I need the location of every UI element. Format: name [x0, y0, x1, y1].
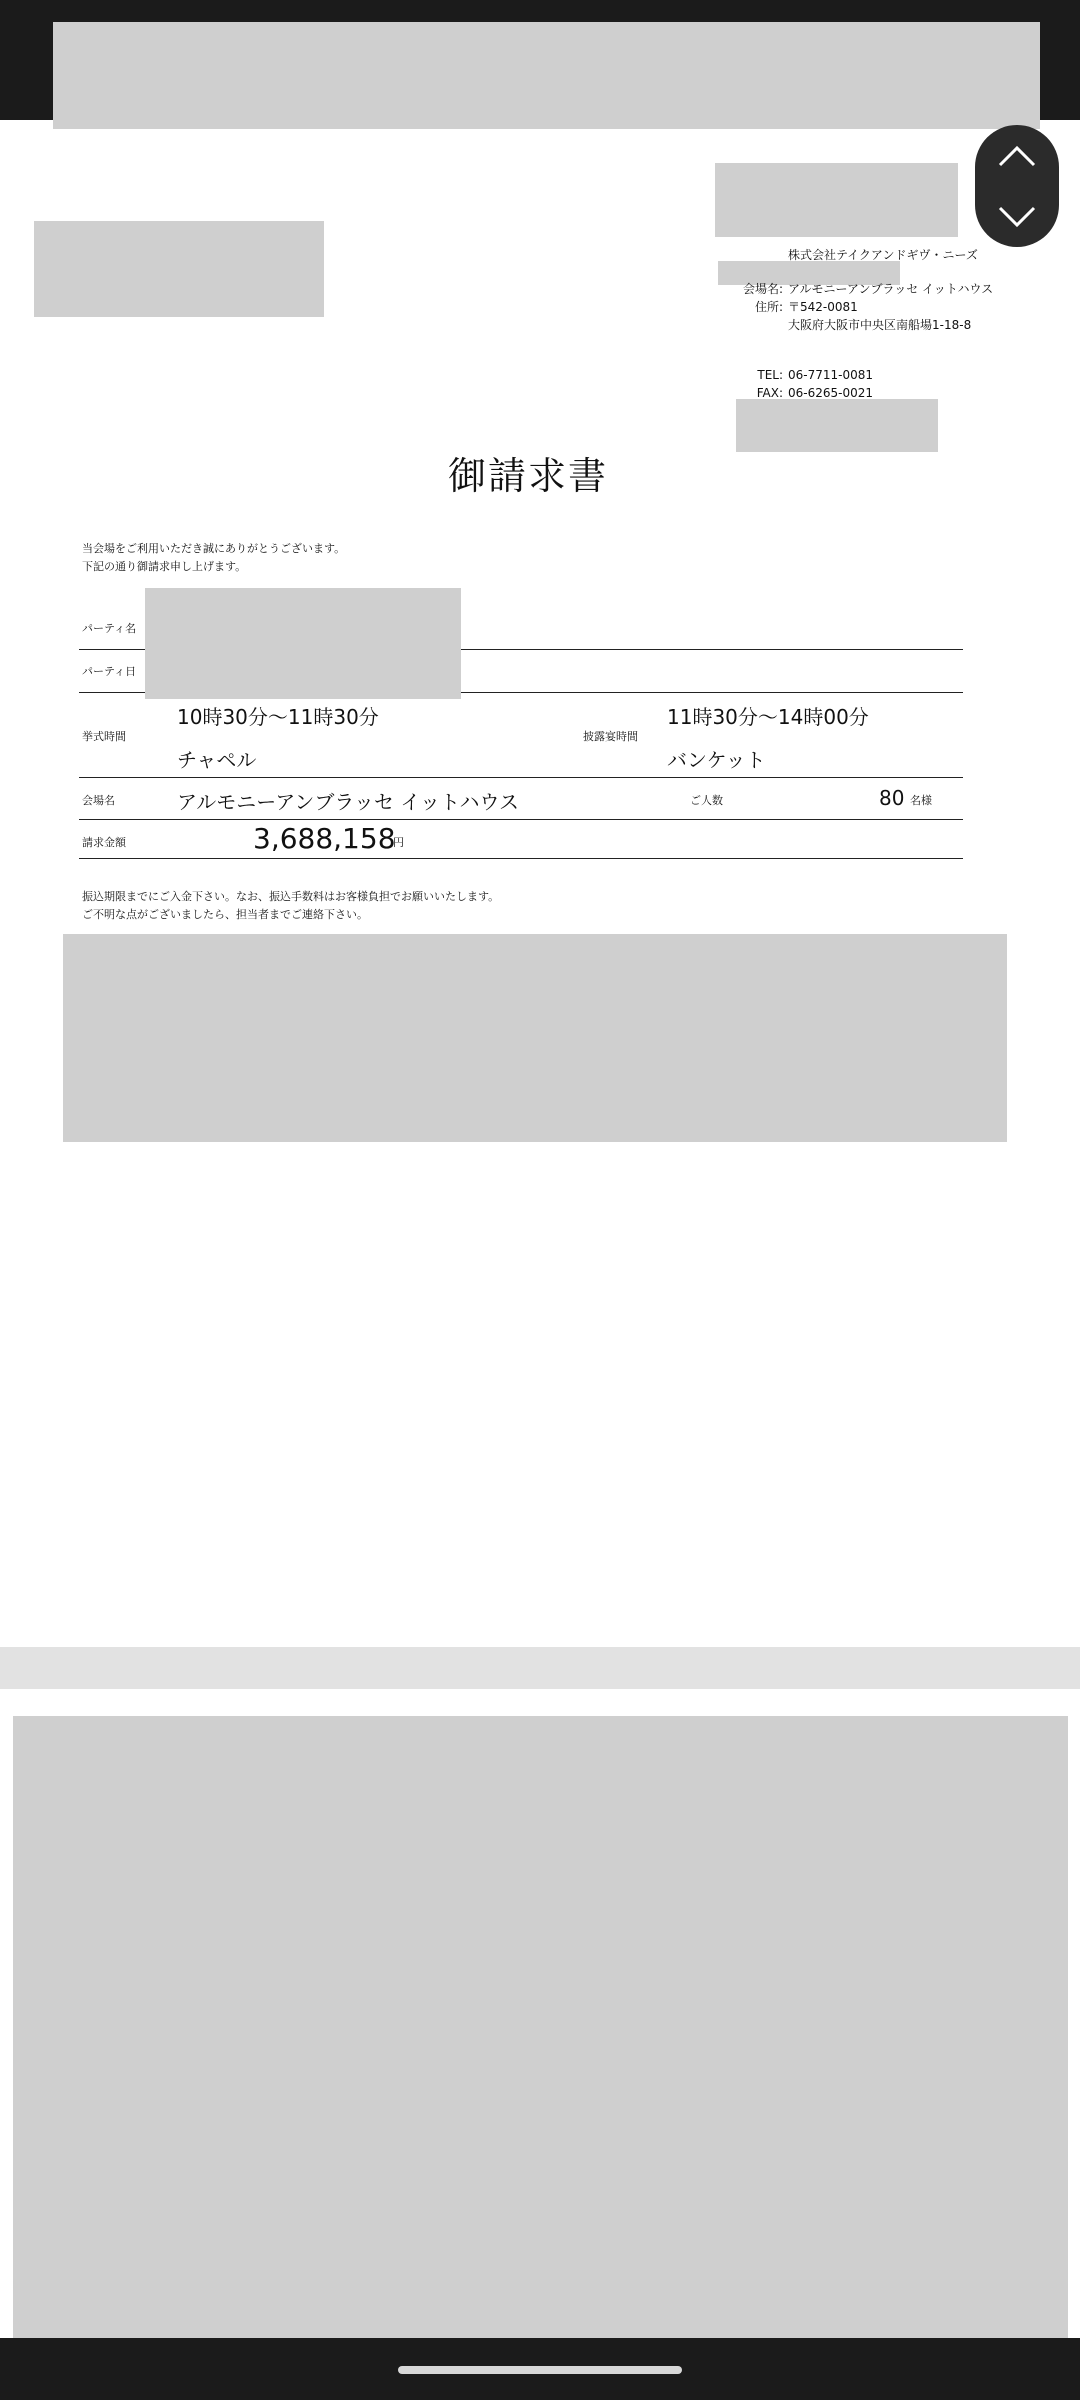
- invoice-amount: 3,688,158: [253, 822, 396, 855]
- venue-row-label: 会場名: [82, 794, 115, 807]
- note-line-2: ご不明な点がございましたら、担当者までご連絡下さい。: [82, 908, 368, 921]
- redacted-next-page: [13, 1716, 1068, 2366]
- payment-notes: [82, 888, 499, 924]
- page-navigator: [975, 125, 1059, 247]
- ceremony-time: 10時30分〜11時30分: [177, 705, 379, 729]
- party-date-label: パーティ日: [82, 665, 137, 678]
- reception-time: 11時30分〜14時00分: [667, 705, 869, 729]
- address: 大阪府大阪市中央区南船場1-18-8: [788, 318, 972, 332]
- redacted-party-details: [145, 588, 461, 699]
- redacted-logo: [715, 163, 958, 237]
- row-divider: [79, 777, 963, 778]
- guests-label: ご人数: [690, 794, 723, 807]
- tel-label: TEL:: [757, 368, 783, 382]
- guests-count: 80: [879, 786, 905, 810]
- greeting: [82, 540, 345, 576]
- row-divider: [79, 858, 963, 859]
- amount-label: 請求金額: [82, 836, 126, 849]
- greeting-line-2: 下記の通り御請求申し上げます。: [82, 560, 247, 573]
- reception-place: バンケット: [667, 748, 766, 772]
- venue-name: アルモニーアンブラッセ イットハウス: [177, 790, 519, 814]
- previous-page-button[interactable]: [975, 125, 1059, 186]
- redacted-header: [53, 22, 1040, 129]
- redacted-bank-details: [63, 934, 1007, 1142]
- amount-unit: 円: [393, 836, 404, 849]
- fax-label: FAX:: [756, 386, 783, 400]
- fax-number: 06-6265-0021: [788, 386, 874, 400]
- address-label: 住所:: [754, 300, 783, 314]
- home-indicator[interactable]: [398, 2366, 682, 2374]
- greeting-line-1: 当会場をご利用いただき誠にありがとうございます。: [82, 542, 346, 555]
- redacted-recipient: [34, 221, 324, 317]
- tel-number: 06-7711-0081: [788, 368, 874, 382]
- row-divider: [79, 819, 963, 820]
- page-separator: [0, 1647, 1080, 1689]
- guests-unit: 名様: [910, 794, 932, 807]
- document-title: 御請求書: [447, 454, 608, 498]
- ceremony-place: チャペル: [177, 748, 257, 772]
- chevron-down-icon: [997, 205, 1037, 229]
- reception-time-label: 披露宴時間: [583, 730, 638, 743]
- party-name-label: パーティ名: [82, 622, 137, 635]
- company-name: 株式会社テイクアンドギヴ・ニーズ: [788, 248, 978, 262]
- venue-value: アルモニーアンブラッセ イットハウス: [788, 282, 994, 296]
- chevron-up-icon: [997, 144, 1037, 168]
- next-page-button[interactable]: [975, 186, 1059, 247]
- ceremony-time-label: 挙式時間: [82, 730, 126, 743]
- postal-code: 〒542-0081: [788, 300, 858, 314]
- note-line-1: 振込期限までにご入金下さい。なお、振込手数料はお客様負担でお願いいたします。: [82, 890, 500, 903]
- venue-label: 会場名:: [742, 282, 783, 296]
